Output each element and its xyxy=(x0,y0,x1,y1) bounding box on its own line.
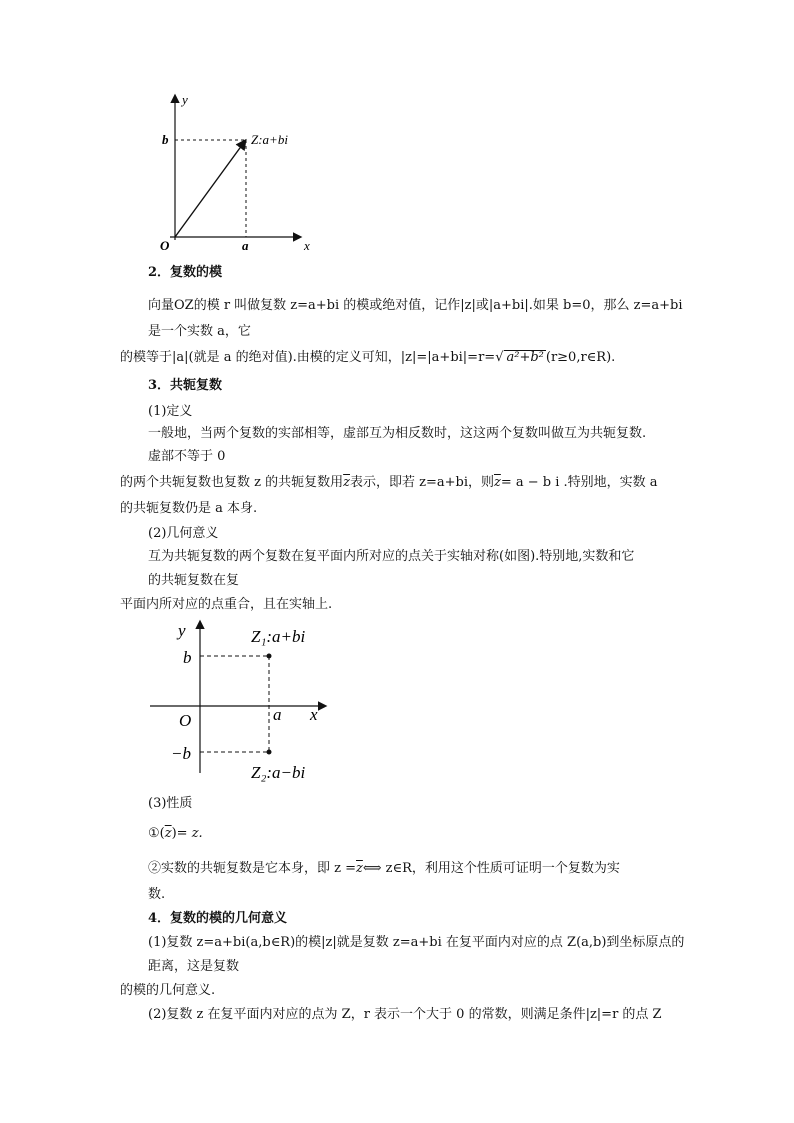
sec3-sub-definition: (1)定义 xyxy=(148,404,193,419)
sec3-p3-a: 的两个共轭复数也复数 z 的共轭复数用 xyxy=(120,475,344,490)
sec3-sub-geometry: (2)几何意义 xyxy=(148,526,219,541)
sqrt-expression: a²+b² xyxy=(506,350,544,365)
property-1-text: = z. xyxy=(176,826,203,841)
sec3-paragraph-6: 的共轭复数在复 xyxy=(148,573,240,588)
sec3-paragraph-1: 一般地，当两个复数的实部相等，虚部互为相反数时，这这两个复数叫做互为共轭复数. xyxy=(148,426,647,441)
property-2-cont: 数. xyxy=(148,887,166,902)
y-label: y xyxy=(182,92,188,107)
sec4-paragraph-1: (1)复数 z=a+bi(a,b∈R)的模|z|就是复数 z=a+bi 在复平面内对应的点 Z(a,b)到坐标原点的 xyxy=(148,935,685,950)
vector-oz xyxy=(175,141,245,237)
complex-plane-figure-2 xyxy=(145,618,345,788)
point-z1 xyxy=(267,654,272,659)
a-label-2: a xyxy=(273,705,282,724)
sec3-paragraph-2: 虚部不等于 0 xyxy=(148,449,226,464)
section-2-title: 2．复数的模 xyxy=(148,265,223,280)
origin-label: O xyxy=(160,238,170,253)
property-1: $①(\overline{z})= z$. xyxy=(148,826,203,841)
double-conj-z: $\overline{z}$ xyxy=(164,826,172,841)
x-label-2: x xyxy=(310,705,318,724)
property-2-a: ②实数的共轭复数是它本身，即 z = xyxy=(148,861,357,876)
sec3-paragraph-4: 的共轭复数仍是 a 本身. xyxy=(120,501,258,516)
sec4-paragraph-4: (2)复数 z 在复平面内对应的点为 Z，r 表示一个大于 0 的常数，则满足条件|z|=r 的点 Z xyxy=(148,1007,662,1022)
x-label: x xyxy=(304,238,310,253)
section-3-title: 3．共轭复数 xyxy=(148,378,223,393)
z-label: Z:a+bi xyxy=(251,132,288,147)
conj-z-3: $\overline{z}$ xyxy=(356,861,363,876)
complex-plane-figure-1 xyxy=(150,90,330,255)
b-label-2: b xyxy=(183,648,192,667)
sec4-paragraph-3: 的模的几何意义. xyxy=(120,983,216,998)
sec2-paragraph-3: 的模等于|a|(就是 a 的绝对值).由模的定义可知，|z|=|a+bi|=r=√ a²+b² (r≥0,r∈R). xyxy=(120,350,616,365)
property-1-number: ① xyxy=(148,826,160,841)
sec2-p3-text-a: 的模等于|a|(就是 a 的绝对值).由模的定义可知，|z|=|a+bi|=r= xyxy=(120,350,496,365)
sec2-paragraph-2: 是一个实数 a，它 xyxy=(148,324,251,339)
sec3-paragraph-5: 互为共轭复数的两个复数在复平面内所对应的点关于实轴对称(如图).特别地,实数和它 xyxy=(148,549,635,564)
sec3-p3-b: 表示，即若 z=a+bi，则 xyxy=(349,475,494,490)
sec3-paragraph-3 xyxy=(120,474,658,492)
sec4-paragraph-2: 距离，这是复数 xyxy=(148,959,240,974)
a-label: a xyxy=(242,238,249,253)
sec3-sub-properties: (3)性质 xyxy=(148,796,193,811)
sec2-p3-text-b: (r≥0,r∈R). xyxy=(545,350,616,365)
z1-label: Z₁:a+bi xyxy=(251,627,306,646)
conj-z-2: $\overline{z}$ xyxy=(493,475,501,490)
conj-z-1: $\overline{z}$ xyxy=(343,475,350,490)
sec3-p3-d: = a − b i .特别地，实数 a xyxy=(500,475,658,490)
y-label-2: y xyxy=(178,621,186,640)
sec3-paragraph-7: 平面内所对应的点重合，且在实轴上. xyxy=(120,597,333,612)
section-4-title: 4．复数的模的几何意义 xyxy=(148,911,288,926)
sec2-paragraph-1: 向量OZ的模 r 叫做复数 z=a+bi 的模或绝对值，记作|z|或|a+bi|.如果 b=0，那么 z=a+bi xyxy=(148,298,683,313)
z2-label: Z₂:a−bi xyxy=(251,763,306,782)
b-label: b xyxy=(162,132,169,147)
property-2-b: ⟺ z∈R，利用这个性质可证明一个复数为实 xyxy=(362,861,620,876)
point-z2 xyxy=(267,750,272,755)
nb-label-2: −b xyxy=(171,744,191,763)
property-2 xyxy=(148,860,620,878)
origin-label-2: O xyxy=(179,711,192,730)
